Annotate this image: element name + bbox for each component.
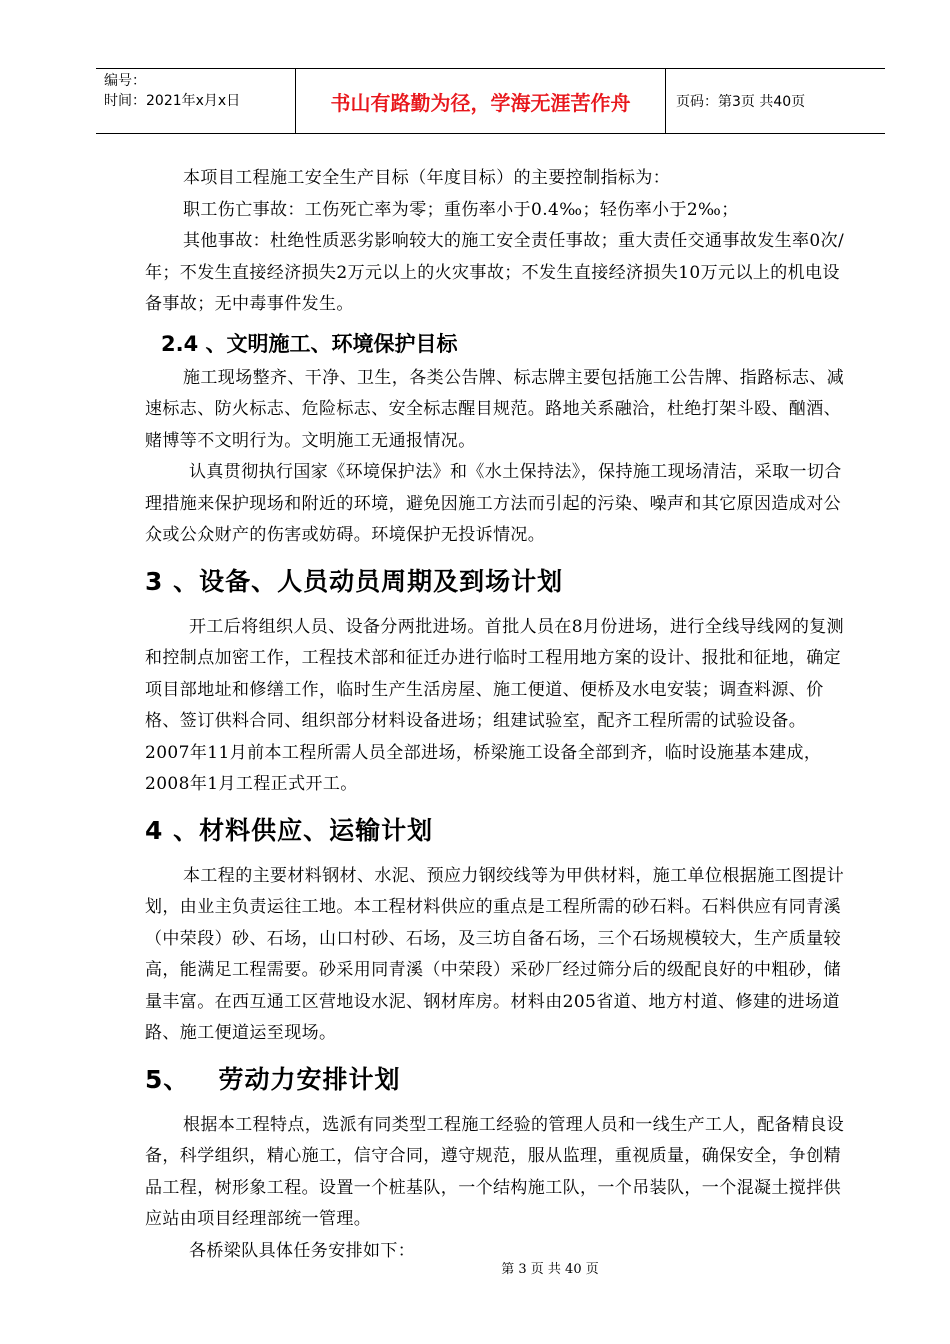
paragraph: 职工伤亡事故：工伤死亡率为零；重伤率小于0.4‰；轻伤率小于2‰； bbox=[183, 199, 739, 220]
page-header bbox=[96, 68, 885, 134]
paragraph: 认真贯彻执行国家《环境保护法》和《水土保持法》，保持施工现场清洁，采取一切合理措施来保护现场和附近的环境，避免因施工方法而引起的污染、噪声和其它原因造成对公众或公众财产的伤害或妨碍。环境保护无投诉情况。 bbox=[145, 462, 842, 545]
header-meta bbox=[96, 69, 296, 133]
document-body bbox=[145, 163, 845, 1267]
section-heading-4: 4 、材料供应、运输计划 bbox=[145, 815, 434, 845]
paragraph: 本项目工程施工安全生产目标（年度目标）的主要控制指标为： bbox=[183, 168, 671, 188]
paragraph: 其他事故：杜绝性质恶劣影响较大的施工安全责任事故；重大责任交通事故发生率0次/年；不发生直接经济损失2万元以上的火灾事故；不发生直接经济损失10万元以上的机电设备事故；无中毒事件发生。 bbox=[145, 231, 845, 314]
time-label: 时间：2021年x月x日 bbox=[104, 93, 241, 109]
section-heading-5: 5、 劳动力安排计划 bbox=[145, 1064, 401, 1094]
paragraph: 各桥梁队具体任务安排如下： bbox=[189, 1240, 416, 1261]
paragraph: 根据本工程特点，选派有同类型工程施工经验的管理人员和一线生产工人，配备精良设备，科学组织，精心施工，信守合同，遵守规范，服从监理，重视质量，确保安全，争创精品工程，树形象工程。设置一个桩基队，一个结构施工队，一个吊装队，一个混凝土搅拌供应站由项目经理部统一管理。 bbox=[145, 1114, 845, 1229]
header-motto: 书山有路勤为径，学海无涯苦作舟 bbox=[296, 69, 666, 133]
section-heading-3: 3 、设备、人员动员周期及到场计划 bbox=[145, 566, 564, 596]
paragraph: 开工后将组织人员、设备分两批进场。首批人员在8月份进场，进行全线导线网的复测和控制点加密工作，工程技术部和征迁办进行临时工程用地方案的设计、报批和征地，确定项目部地址和修缮工作，临时生产生活房屋、施工便道、便桥及水电安装；调查料源、价格、签订供料合同、组织部分材料设备进场；组建试验室，配齐工程所需的试验设备。2007年11月前本工程所需人员全部进场，桥梁施工设备全部到齐，临时设施基本建成，2008年1月工程正式开工。 bbox=[145, 616, 845, 794]
paragraph: 本工程的主要材料钢材、水泥、预应力钢绞线等为甲供材料，施工单位根据施工图提计划，由业主负责运往工地。本工程材料供应的重点是工程所需的砂石料。石料供应有同青溪（中荣段）砂、石场，山口村砂、石场，及三坊自备石场，三个石场规模较大，生产质量较高，能满足工程需要。砂采用同青溪（中荣段）采砂厂经过筛分后的级配良好的中粗砂，储量丰富。在西互通工区营地设水泥、钢材库房。材料由205省道、地方村道、修建的进场道路、施工便道运至现场。 bbox=[145, 865, 845, 1043]
page-footer: 第 3 页 共 40 页 bbox=[501, 1262, 599, 1277]
header-page-label: 页码：第3页 共40页 bbox=[676, 94, 806, 110]
paragraph: 施工现场整齐、干净、卫生，各类公告牌、标志牌主要包括施工公告牌、指路标志、减速标志、防火标志、危险标志、安全标志醒目规范。路地关系融洽，杜绝打架斗殴、酗酒、赌博等不文明行为。文明施工无通报情况。 bbox=[145, 367, 845, 451]
section-heading-2-4: 2.4 、文明施工、环境保护目标 bbox=[161, 331, 458, 356]
code-label: 编号： bbox=[104, 73, 146, 89]
